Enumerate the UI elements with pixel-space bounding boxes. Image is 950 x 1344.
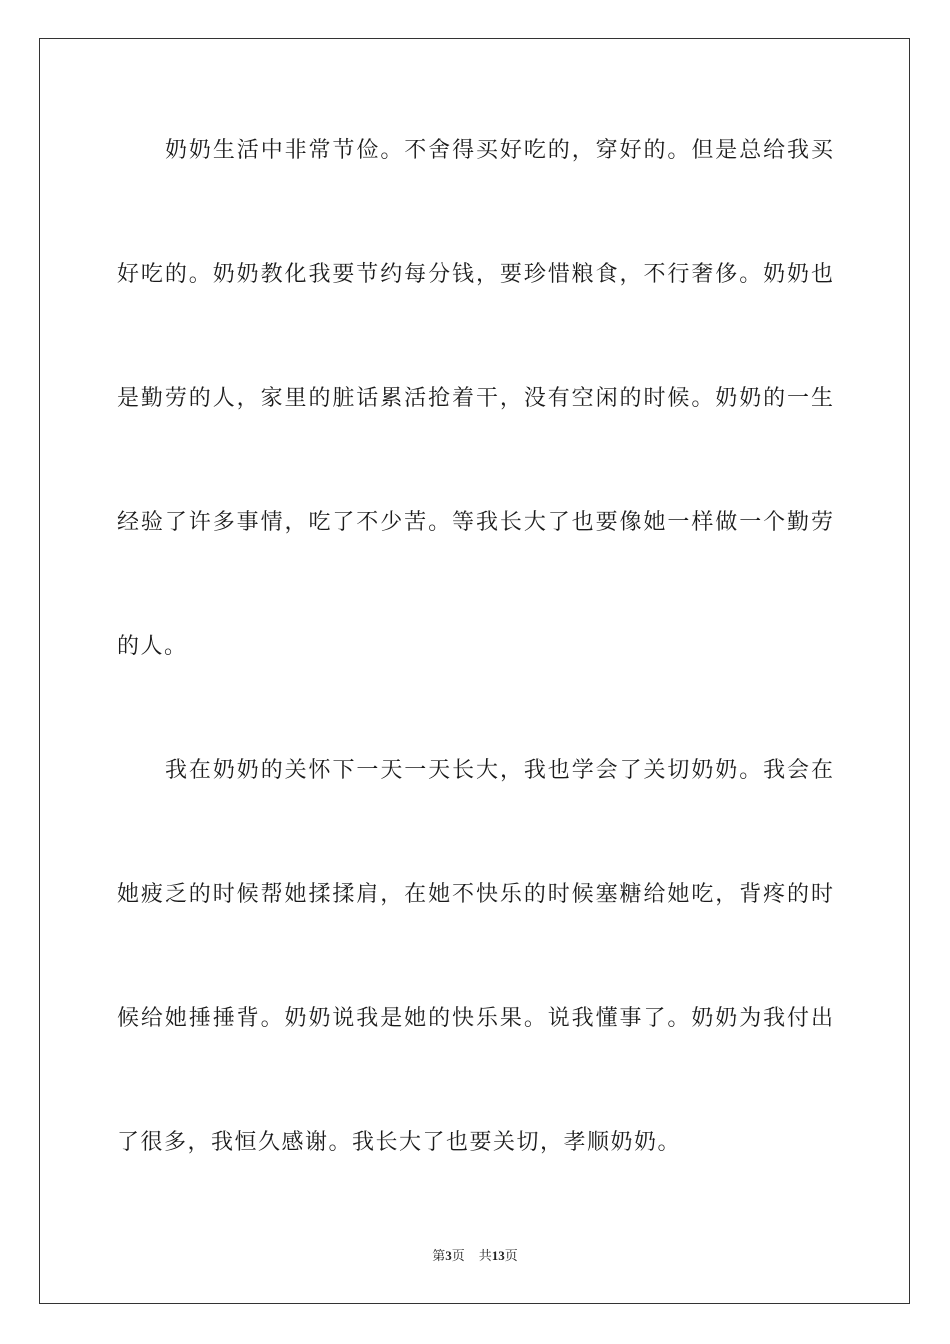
page-suffix: 页 xyxy=(451,1248,465,1263)
paragraph-1-line-1: 奶奶生活中非常节俭。不舍得买好吃的，穿好的。但是总给我买 xyxy=(165,138,833,163)
paragraph-2-line-3: 候给她捶捶背。奶奶说我是她的快乐果。说我懂事了。奶奶为我付出 xyxy=(117,1006,833,1031)
page-number-label xyxy=(432,1248,465,1263)
total-pages: 13 xyxy=(491,1248,505,1263)
paragraph-1-line-2: 好吃的。奶奶教化我要节约每分钱，要珍惜粮食，不行奢侈。奶奶也 xyxy=(117,262,833,287)
paragraph-2-line-2: 她疲乏的时候帮她揉揉肩，在她不快乐的时候塞糖给她吃，背疼的时 xyxy=(117,882,833,907)
paragraph-1-line-5: 的人。 xyxy=(117,634,188,659)
total-prefix: 共 xyxy=(478,1248,492,1263)
total-suffix: 页 xyxy=(504,1248,518,1263)
page-number: 3 xyxy=(445,1248,452,1263)
page-footer xyxy=(0,1247,950,1265)
paragraph-2-line-4: 了很多，我恒久感谢。我长大了也要关切，孝顺奶奶。 xyxy=(117,1130,682,1155)
paragraph-1-line-3: 是勤劳的人，家里的脏话累活抢着干，没有空闲的时候。奶奶的一生 xyxy=(117,386,833,411)
paragraph-1-line-4: 经验了许多事情，吃了不少苦。等我长大了也要像她一样做一个勤劳 xyxy=(117,510,833,535)
page-prefix: 第 xyxy=(432,1248,446,1263)
page-border xyxy=(39,38,910,1304)
total-pages-label xyxy=(479,1248,518,1263)
paragraph-2-line-1: 我在奶奶的关怀下一天一天长大，我也学会了关切奶奶。我会在 xyxy=(165,758,833,783)
